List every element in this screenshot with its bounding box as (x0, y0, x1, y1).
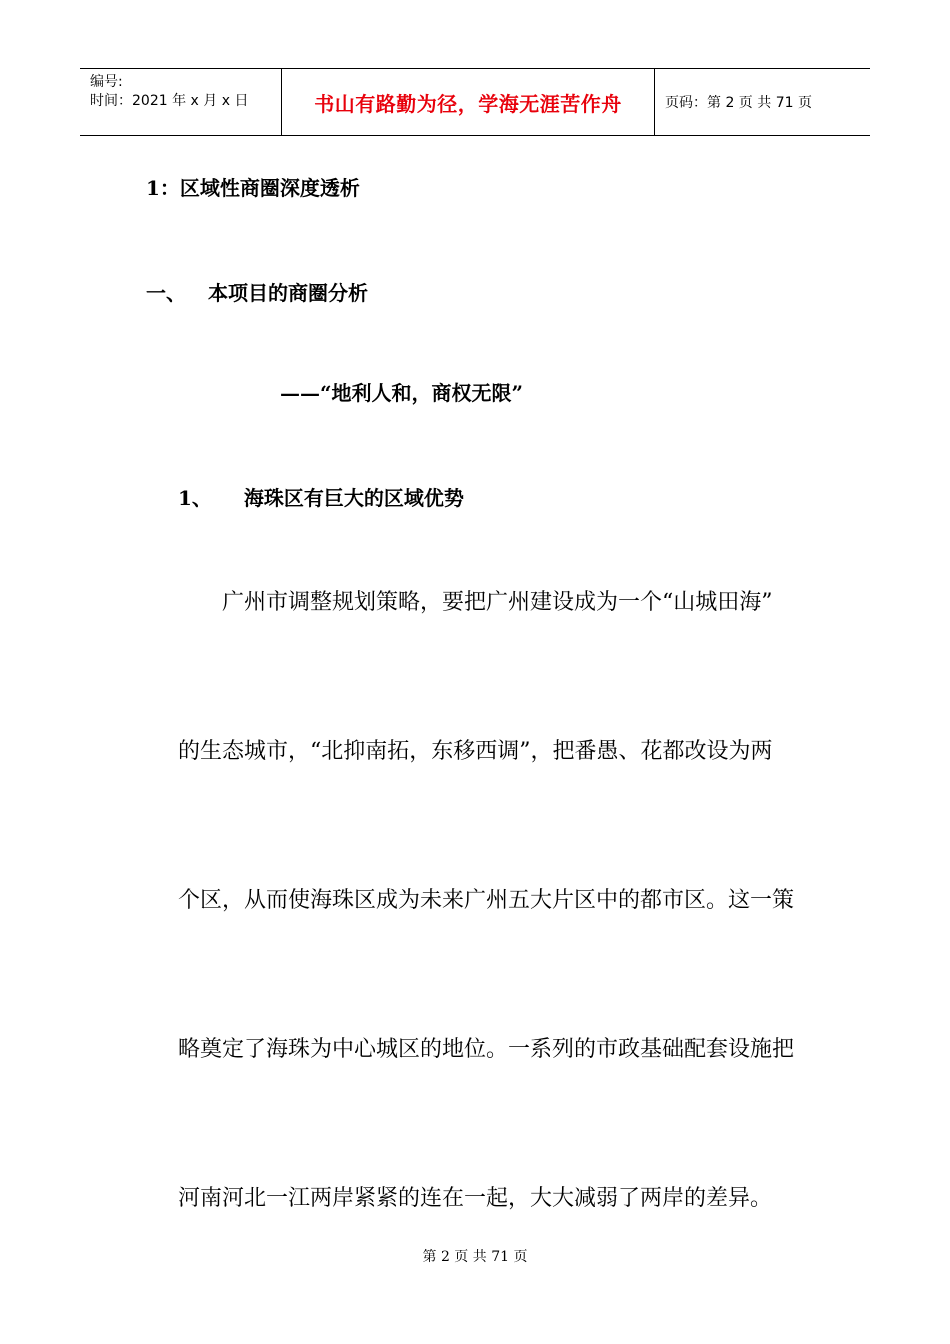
document-date-label: 时间：2021 年 x 月 x 日 (90, 93, 249, 109)
part-number: 一、 (146, 281, 186, 305)
page-footer: 第 2 页 共 71 页 (422, 1249, 528, 1265)
header-motto: 书山有路勤为径，学海无涯苦作舟 (282, 69, 655, 135)
part-heading (146, 277, 368, 306)
paragraph-line: 广州市调整规划策略，要把广州建设成为一个“山城田海” (222, 590, 773, 615)
paragraph-line: 的生态城市，“北抑南拓，东移西调”，把番愚、花都改设为两 (178, 739, 773, 764)
paragraph-line: 略奠定了海珠为中心城区的地位。一系列的市政基础配套设施把 (178, 1037, 795, 1062)
document-header (80, 68, 870, 136)
section-heading: 1：区域性商圈深度透析 (146, 176, 360, 200)
part-title: 本项目的商圈分析 (208, 281, 368, 305)
document-number-label: 编号: (90, 74, 123, 90)
header-meta-cell (80, 69, 282, 135)
paragraph-line: 个区，从而使海珠区成为未来广州五大片区中的都市区。这一策 (178, 888, 795, 913)
paragraph-line: 河南河北一江两岸紧紧的连在一起，大大减弱了两岸的差异。 (178, 1186, 773, 1211)
part-subtitle: ——“地利人和，商权无限” (280, 381, 524, 405)
header-page-info: 页码：第 2 页 共 71 页 (665, 95, 812, 111)
item-number: 1、 (178, 486, 212, 510)
item-heading (178, 482, 464, 511)
item-title: 海珠区有巨大的区域优势 (243, 486, 464, 510)
